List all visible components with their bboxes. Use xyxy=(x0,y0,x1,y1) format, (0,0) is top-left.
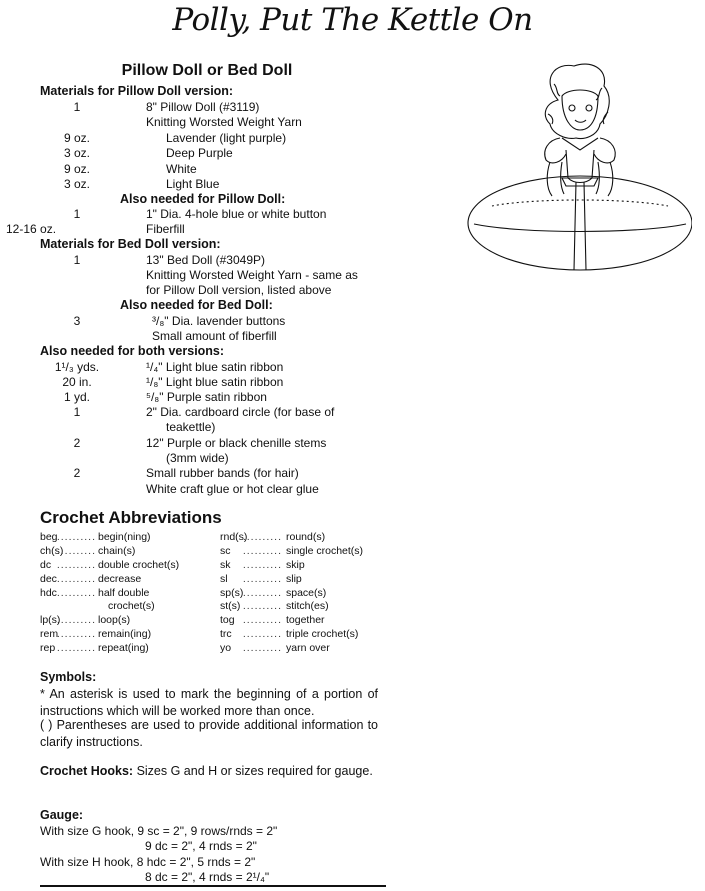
material-row xyxy=(40,268,420,283)
crochet-hooks-label: Crochet Hooks: xyxy=(40,764,134,778)
gauge-title: Gauge: xyxy=(40,808,84,822)
abbreviations-title: Crochet Abbreviations xyxy=(40,508,222,527)
material-desc: Knitting Worsted Weight Yarn xyxy=(146,115,302,129)
leader-dots: .......... xyxy=(56,531,96,543)
abbreviation-term: sl xyxy=(220,573,228,585)
pillow-also-heading: Also needed for Pillow Doll: xyxy=(120,192,286,206)
abbreviation-entry xyxy=(40,628,220,642)
material-row xyxy=(40,314,420,329)
material-qty: 9 oz. xyxy=(63,162,90,176)
leader-dots: .......... xyxy=(242,587,282,599)
abbreviation-term: ch(s) xyxy=(40,545,64,557)
abbreviation-entry xyxy=(220,573,390,587)
leader-dots: .......... xyxy=(242,642,282,654)
leader-dots: .......... xyxy=(242,628,282,640)
abbreviation-entry xyxy=(220,531,390,545)
abbreviation-entry xyxy=(220,642,390,656)
abbreviation-entry xyxy=(40,545,220,559)
material-row xyxy=(40,115,420,130)
material-qty: 1¹/₃ yds. xyxy=(54,360,100,374)
abbreviation-continued xyxy=(108,600,228,614)
crochet-hooks-text: Sizes G and H or sizes required for gauge. xyxy=(136,764,373,778)
symbols-title: Symbols: xyxy=(40,670,97,684)
material-desc: 2" Dia. cardboard circle (for base of xyxy=(146,405,335,419)
material-row xyxy=(40,405,420,420)
material-row xyxy=(40,466,420,481)
leader-dots: .......... xyxy=(242,545,282,557)
gauge-line: With size G hook, 9 sc = 2", 9 rows/rnds = 2" xyxy=(40,824,278,838)
abbreviation-entry xyxy=(220,559,390,573)
material-qty: 2 xyxy=(73,466,81,480)
abbreviation-definition: repeat(ing) xyxy=(98,642,149,654)
material-row xyxy=(40,360,420,375)
material-desc: White xyxy=(166,162,197,176)
leader-dots: .......... xyxy=(56,614,96,626)
material-qty: 1 xyxy=(73,405,81,419)
material-row xyxy=(40,253,420,268)
material-qty: 9 oz. xyxy=(63,131,90,145)
abbreviation-term: tog xyxy=(220,614,235,626)
material-desc: Knitting Worsted Weight Yarn - same as xyxy=(146,268,358,282)
abbreviation-definition-continued: crochet(s) xyxy=(108,600,155,612)
material-qty: 1 xyxy=(73,207,81,221)
abbreviation-term: rem xyxy=(40,628,59,640)
abbreviation-definition: begin(ning) xyxy=(98,531,151,543)
abbreviation-term: beg xyxy=(40,531,58,543)
abbreviation-definition: double crochet(s) xyxy=(98,559,180,571)
leader-dots: .......... xyxy=(242,600,282,612)
abbreviation-entry xyxy=(40,573,220,587)
material-row xyxy=(40,162,420,177)
leader-dots: .......... xyxy=(56,545,96,557)
material-qty: 1 xyxy=(73,253,81,267)
material-qty: 3 oz. xyxy=(63,146,90,160)
abbreviation-entry xyxy=(220,600,390,614)
material-qty: 3 xyxy=(73,314,81,328)
abbreviation-definition: single crochet(s) xyxy=(286,545,364,557)
material-row xyxy=(40,390,420,405)
material-row xyxy=(40,329,420,344)
symbols-asterisk-text: * An asterisk is used to mark the beginning of a portion of instructions which will be worked more than once. xyxy=(40,687,378,718)
abbreviation-term: rep xyxy=(40,642,56,654)
abbreviation-term: st(s) xyxy=(220,600,241,612)
material-qty: 3 oz. xyxy=(63,177,90,191)
section-title: Pillow Doll or Bed Doll xyxy=(121,62,293,79)
material-row xyxy=(40,146,420,161)
material-desc: ⁵/₈" Purple satin ribbon xyxy=(146,390,267,404)
abbreviation-term: trc xyxy=(220,628,232,640)
material-desc: 12" Purple or black chenille stems xyxy=(146,436,327,450)
doll-illustration-svg xyxy=(462,58,692,278)
abbreviation-definition: yarn over xyxy=(286,642,330,654)
crochet-hooks-paragraph xyxy=(40,763,378,780)
material-row xyxy=(40,100,420,115)
abbreviation-definition: round(s) xyxy=(286,531,326,543)
page-title: Polly, Put The Kettle On xyxy=(172,2,533,38)
abbreviation-entry xyxy=(40,642,220,656)
abbreviation-entry xyxy=(40,587,220,601)
material-row xyxy=(40,283,420,298)
abbreviation-term: dc xyxy=(40,559,52,571)
abbreviation-term: sc xyxy=(220,545,231,557)
abbreviation-definition: half double xyxy=(98,587,150,599)
material-row xyxy=(40,131,420,146)
material-qty: 1 xyxy=(73,100,81,114)
material-row xyxy=(40,207,420,222)
pillow-materials-heading: Materials for Pillow Doll version: xyxy=(40,84,234,98)
material-desc: ¹/₄" Light blue satin ribbon xyxy=(146,360,284,374)
gauge-line: 8 dc = 2", 4 rnds = 2¹/₄" xyxy=(145,870,270,884)
material-desc: for Pillow Doll version, listed above xyxy=(146,283,332,297)
material-qty: 2 xyxy=(73,436,81,450)
gauge-line: 9 dc = 2", 4 rnds = 2" xyxy=(145,839,257,853)
material-qty: 1 yd. xyxy=(63,390,90,404)
material-desc: Light Blue xyxy=(166,177,220,191)
leader-dots: .......... xyxy=(242,573,282,585)
leader-dots: .......... xyxy=(56,559,96,571)
abbreviation-term: lp(s) xyxy=(40,614,61,626)
abbreviation-definition: slip xyxy=(286,573,302,585)
abbreviation-entry xyxy=(40,614,220,628)
material-row xyxy=(40,482,420,497)
leader-dots: .......... xyxy=(242,559,282,571)
material-desc-continued: teakettle) xyxy=(166,420,216,434)
leader-dots: .......... xyxy=(56,587,96,599)
material-row xyxy=(40,177,420,192)
abbreviation-entry xyxy=(40,559,220,573)
material-desc: ³/₈" Dia. lavender buttons xyxy=(152,314,286,328)
abbreviation-term: sk xyxy=(220,559,231,571)
material-desc: Small amount of fiberfill xyxy=(152,329,277,343)
abbreviation-term: sp(s) xyxy=(220,587,244,599)
bed-also-heading: Also needed for Bed Doll: xyxy=(120,298,273,312)
material-desc: Fiberfill xyxy=(146,222,185,236)
material-desc: Lavender (light purple) xyxy=(166,131,287,145)
material-desc: White craft glue or hot clear glue xyxy=(146,482,319,496)
abbreviation-definition: skip xyxy=(286,559,305,571)
bottom-divider xyxy=(40,885,386,887)
material-desc: 1" Dia. 4-hole blue or white button xyxy=(146,207,327,221)
doll-teakettle-illustration xyxy=(462,58,692,278)
material-desc: 13" Bed Doll (#3049P) xyxy=(146,253,265,267)
abbreviation-definition: decrease xyxy=(98,573,142,585)
material-desc: Deep Purple xyxy=(166,146,233,160)
leader-dots: .......... xyxy=(56,573,96,585)
abbreviation-term: yo xyxy=(220,642,232,654)
leader-dots: .......... xyxy=(56,628,96,640)
leader-dots: .......... xyxy=(242,531,282,543)
abbreviation-entry xyxy=(40,531,220,545)
abbreviation-definition: remain(ing) xyxy=(98,628,152,640)
abbreviation-definition: together xyxy=(286,614,325,626)
abbreviation-definition: chain(s) xyxy=(98,545,136,557)
material-desc: 8" Pillow Doll (#3119) xyxy=(146,100,260,114)
abbreviation-entry xyxy=(220,545,390,559)
material-row xyxy=(6,222,420,237)
material-desc: ¹/₈" Light blue satin ribbon xyxy=(146,375,284,389)
material-qty: 12-16 oz. xyxy=(6,222,57,236)
abbreviation-definition: loop(s) xyxy=(98,614,131,626)
both-materials-heading: Also needed for both versions: xyxy=(40,344,225,358)
symbols-parentheses-text: ( ) Parentheses are used to provide additional information to clarify instructions. xyxy=(40,718,378,749)
abbreviation-entry xyxy=(220,587,390,601)
material-qty: 20 in. xyxy=(62,375,92,389)
material-row xyxy=(40,436,420,451)
abbreviation-definition: space(s) xyxy=(286,587,327,599)
gauge-line: With size H hook, 8 hdc = 2", 5 rnds = 2" xyxy=(40,855,256,869)
abbreviation-definition: triple crochet(s) xyxy=(286,628,359,640)
abbreviation-term: dec xyxy=(40,573,57,585)
material-desc-continued: (3mm wide) xyxy=(166,451,229,465)
abbreviation-definition: stitch(es) xyxy=(286,600,329,612)
abbreviation-entry xyxy=(220,628,390,642)
material-row xyxy=(40,375,420,390)
abbreviation-term: hdc xyxy=(40,587,57,599)
leader-dots: .......... xyxy=(56,642,96,654)
leader-dots: .......... xyxy=(242,614,282,626)
bed-materials-heading: Materials for Bed Doll version: xyxy=(40,237,221,251)
abbreviation-term: rnd(s) xyxy=(220,531,248,543)
abbreviation-entry xyxy=(220,614,390,628)
material-desc: Small rubber bands (for hair) xyxy=(146,466,299,480)
